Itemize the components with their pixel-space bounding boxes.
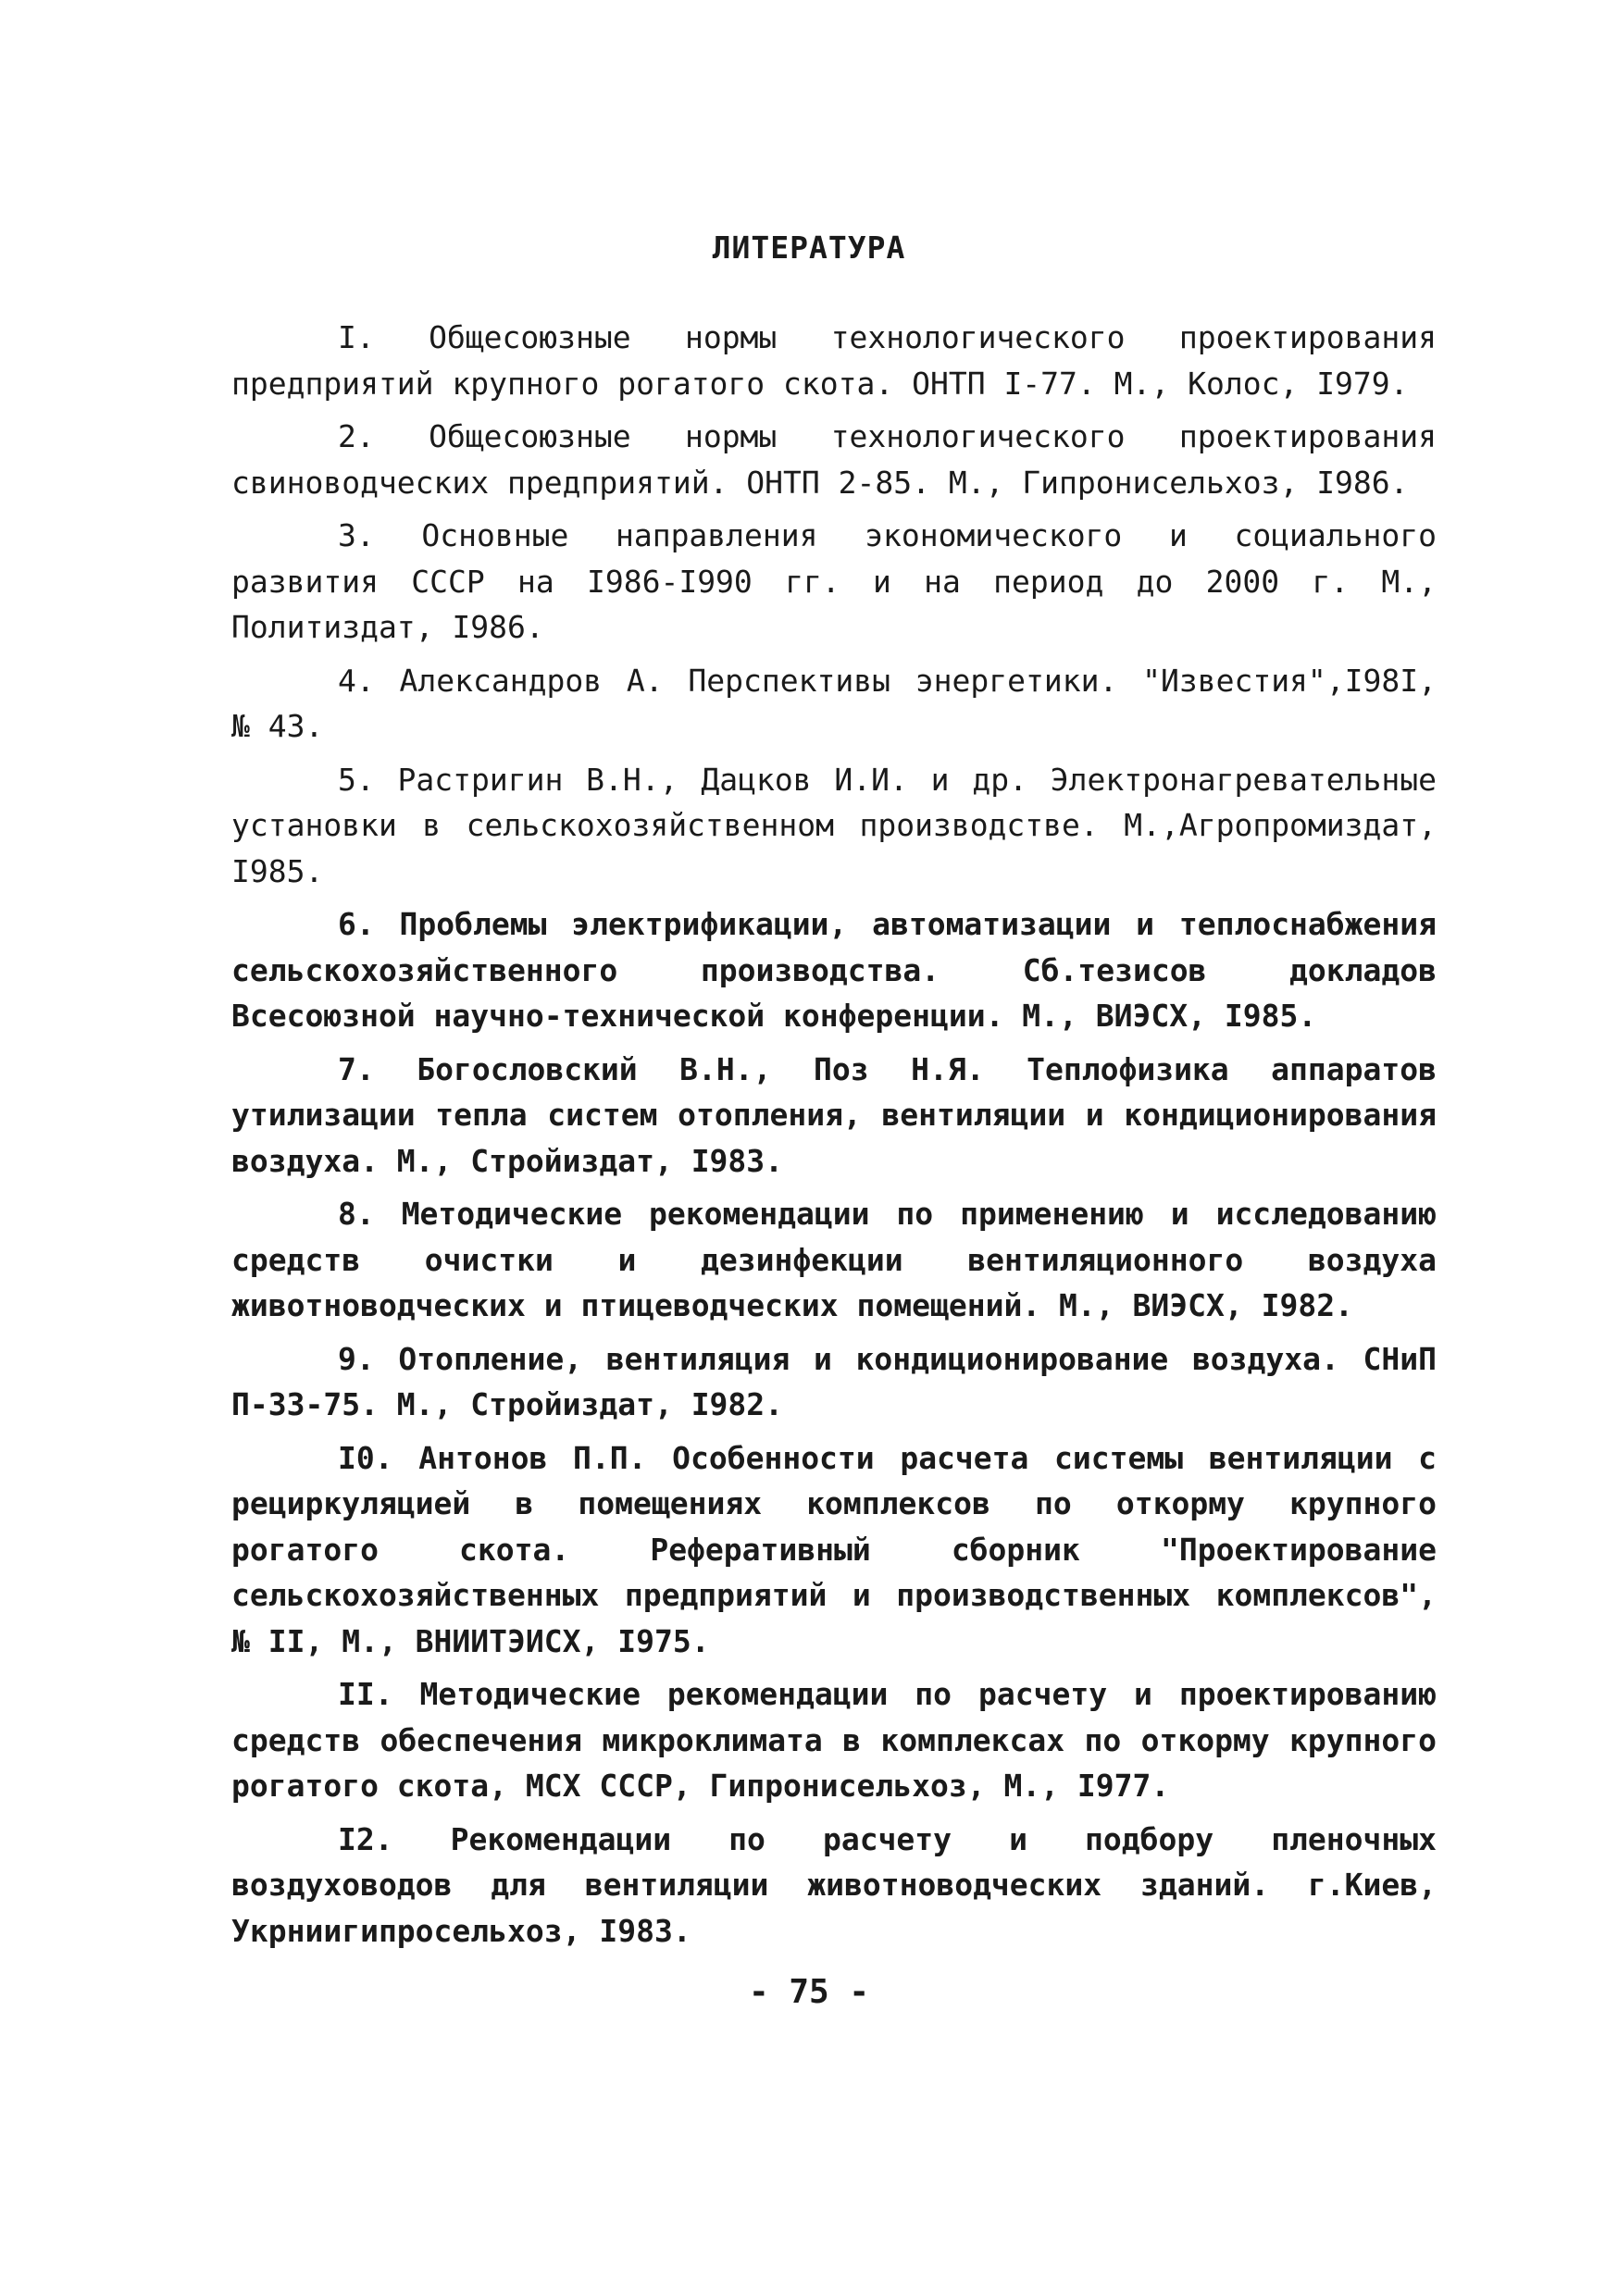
reference-item-10: I0. Антонов П.П. Особенности расчета системы вентиляции с рециркуляцией в помещениях комплексов по откорму крупного рогатого скота. Реферативный сборник "Проектирование сельскохозяйственных предприятий и производственных комплексов", № II, М., ВНИИТЭИСХ, I975. [231, 1439, 1437, 1659]
reference-item-7: 7. Богословский В.Н., Поз Н.Я. Теплофизика аппаратов утилизации тепла систем отопления, вентиляции и кондиционирования воздуха. М., Стройиздат, I983. [231, 1050, 1437, 1179]
reference-item-8: 8. Методические рекомендации по применению и исследованию средств очистки и дезинфекции вентиляционного воздуха животноводческих и птицеводческих помещений. М., ВИЭСХ, I982. [231, 1196, 1437, 1323]
reference-item-6: 6. Проблемы электрификации, автоматизации и теплоснабжения сельскохозяйственного производства. Сб.тезисов докладов Всесоюзной научно-технической конференции. М., ВИЭСХ, I985. [231, 906, 1437, 1034]
page-title: ЛИТЕРАТУРА [712, 230, 906, 266]
reference-item-1: I. Общесоюзные нормы технологического проектирования предприятий крупного рогатого скота. ОНТП I-77. М., Колос, I979. [231, 319, 1437, 402]
reference-item-11: II. Методические рекомендации по расчету и проектированию средств обеспечения микроклимата в комплексах по откорму крупного рогатого скота, МСХ СССР, Гипронисельхоз, М., I977. [231, 1676, 1437, 1804]
reference-item-12: I2. Рекомендации по расчету и подбору пленочных воздуховодов для вентиляции животноводческих зданий. г.Киев, Укрниигипросельхоз, I983. [231, 1820, 1437, 1949]
reference-item-4: 4. Александров А. Перспективы энергетики. "Известия",I98I, № 43. [231, 662, 1437, 744]
reference-item-9: 9. Отопление, вентиляция и кондиционирование воздуха. СНиП П-33-75. М., Стройиздат, I982. [231, 1340, 1437, 1422]
reference-item-2: 2. Общесоюзные нормы технологического проектирования свиноводческих предприятий. ОНТП 2-85. М., Гипронисельхоз, I986. [231, 418, 1437, 501]
page-number: - 75 - [748, 1973, 870, 2011]
reference-item-3: 3. Основные направления экономического и социального развития СССР на I986-I990 гг. и на период до 2000 г. М., Политиздат, I986. [231, 517, 1437, 645]
reference-list [231, 315, 1437, 1961]
reference-item-5: 5. Растригин В.Н., Дацков И.И. и др. Электронагревательные установки в сельскохозяйственном производстве. М.,Агропромиздат, I985. [231, 761, 1437, 889]
